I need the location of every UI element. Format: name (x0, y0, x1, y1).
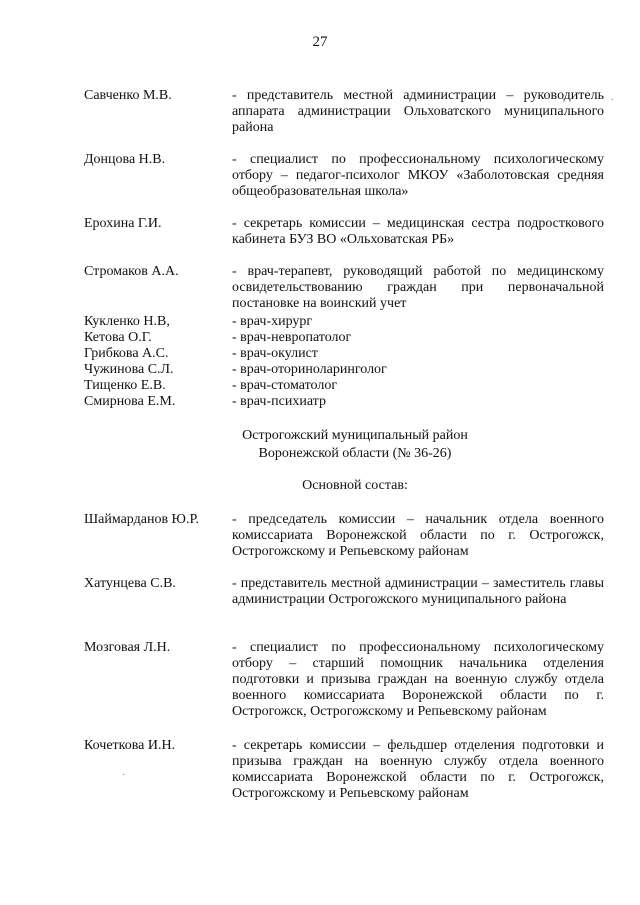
doctor-role: - врач-окулист (232, 346, 318, 361)
scan-mark: . (611, 92, 614, 103)
doctor-name: Кукленко Н.В, (84, 314, 170, 329)
doctor-row (84, 362, 604, 378)
member-role: - врач-терапевт, руководящий работой по медицинскому освидетельствованию граждан при первоначальной постановке на воинский учет (232, 264, 604, 311)
doctor-name: Грибкова А.С. (84, 346, 169, 361)
doctor-row (84, 378, 604, 394)
section-title-line-1: Острогожский муниципальный район (242, 428, 468, 443)
doctor-row (84, 394, 604, 410)
doctor-role: - врач-оториноларинголог (232, 362, 387, 377)
section-title-line-2: Воронежской области (№ 36-26) (258, 446, 452, 461)
member-role: - представитель местной администрации – заместитель главы администрации Острогожского муниципального района (232, 576, 604, 607)
doctor-row (84, 314, 604, 330)
doctor-name: Кетова О.Г. (84, 330, 152, 345)
member-name: Шаймарданов Ю.Р. (84, 512, 199, 527)
doctor-row (84, 346, 604, 362)
member-name: Стромаков А.А. (84, 264, 179, 279)
member-name: Кочеткова И.Н. (84, 738, 176, 753)
scan-mark: · (122, 770, 126, 781)
member-role: - секретарь комиссии – медицинская сестра подросткового кабинета БУЗ ВО «Ольховатская РБ» (232, 216, 604, 247)
doctor-role: - врач-стоматолог (232, 378, 338, 393)
member-role: - представитель местной администрации – руководитель аппарата администрации Ольховатского муниципального района (232, 88, 604, 135)
doctor-name: Чужинова С.Л. (84, 362, 174, 377)
doctor-row (84, 330, 604, 346)
doctor-role: - врач-невропатолог (232, 330, 352, 345)
member-name: Савченко М.В. (84, 88, 172, 103)
member-name: Хатунцева С.В. (84, 576, 176, 591)
member-name: Мозговая Л.Н. (84, 640, 171, 655)
doctor-name: Тищенко Е.В. (84, 378, 166, 393)
member-role: - председатель комиссии – начальник отдела военного комиссариата Воронежской области по г. Острогожск, Острогожскому и Репьевскому районам (232, 512, 604, 559)
doctors-list (84, 314, 604, 410)
section-subtitle: Основной состав: (302, 478, 408, 493)
page-number: 27 (312, 34, 328, 50)
member-role: - секретарь комиссии – фельдшер отделения подготовки и призыва граждан на военную службу отдела военного комиссариата Воронежской области по г. Острогожск, Острогожскому и Репьевскому районам (232, 738, 604, 801)
member-name: Донцова Н.В. (84, 152, 166, 167)
member-name: Ерохина Г.И. (84, 216, 162, 231)
member-role: - специалист по профессиональному психологическому отбору – старший помощник начальника отделения подготовки и призыва граждан на военную службу отдела военного комиссариата Воронежской области по г. Острогожск, Острогожскому и Репьевскому районам (232, 640, 604, 719)
doctor-name: Смирнова Е.М. (84, 394, 176, 409)
doctor-role: - врач-хирург (232, 314, 313, 329)
doctor-role: - врач-психиатр (232, 394, 326, 409)
member-role: - специалист по профессиональному психологическому отбору – педагог-психолог МКОУ «Заболотовская средняя общеобразовательная школа» (232, 152, 604, 199)
